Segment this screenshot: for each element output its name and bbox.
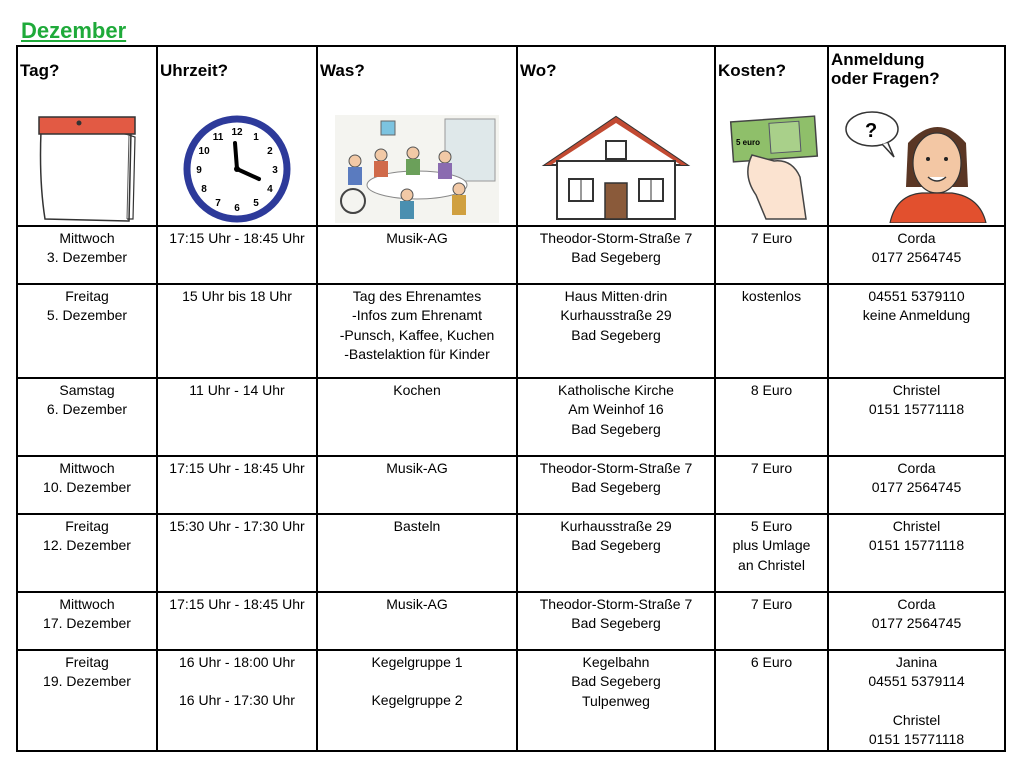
cell-what (317, 284, 517, 378)
question-person-icon (842, 107, 992, 223)
clock-number: 12 (231, 127, 243, 138)
cell-text: 7 Euro (750, 460, 793, 476)
cell-text: 16 Uhr - 17:30 Uhr (179, 692, 295, 709)
clock-icon (175, 115, 299, 223)
cell-text: Katholische Kirche (558, 382, 674, 398)
cell-text: Christel (892, 518, 941, 534)
cell-text: Bad Segeberg (571, 249, 661, 266)
cell-text: 5. Dezember (46, 307, 128, 324)
cell-time (157, 592, 317, 650)
header-anmeldung-label (829, 47, 1004, 88)
header-row (17, 46, 1005, 226)
cell-where (517, 650, 715, 751)
cell-what (317, 650, 517, 751)
cell-text: Freitag (65, 288, 109, 304)
cell-text: 17. Dezember (43, 615, 131, 632)
clock-number: 3 (272, 165, 278, 176)
cell-text: Am Weinhof 16 (568, 401, 664, 418)
cell-cost (715, 514, 828, 592)
cell-text: 5 Euro (750, 518, 793, 534)
cell-text: Theodor-Storm-Straße 7 (539, 460, 693, 476)
clock-number: 5 (253, 197, 259, 209)
cell-text: Corda (897, 460, 936, 476)
cell-text: kostenlos (741, 288, 802, 304)
cell-text: 0177 2564745 (871, 615, 962, 632)
cell-contact (828, 456, 1005, 514)
cell-text: Musik-AG (386, 596, 448, 612)
money-icon (722, 115, 822, 223)
cell-text: 0151 15771118 (868, 731, 965, 748)
cell-contact (828, 284, 1005, 378)
cell-text: 0151 15771118 (868, 401, 965, 418)
cell-text: keine Anmeldung (862, 307, 971, 324)
clock-number: 9 (196, 165, 202, 176)
cell-time (157, 226, 317, 284)
cell-text: Kurhausstraße 29 (560, 518, 672, 534)
cell-text: 7 Euro (750, 230, 793, 246)
cell-cost (715, 592, 828, 650)
cell-day (17, 378, 157, 456)
cell-time (157, 456, 317, 514)
table-row (17, 456, 1005, 514)
cell-time (157, 378, 317, 456)
header-kosten-label: Kosten? (718, 61, 786, 80)
cell-text: 0177 2564745 (871, 249, 962, 266)
cell-contact (828, 514, 1005, 592)
header-kosten (715, 46, 828, 226)
cell-text: 0177 2564745 (871, 479, 962, 496)
cell-text: 7 Euro (750, 596, 793, 612)
clock-number: 11 (212, 132, 224, 144)
cell-day (17, 456, 157, 514)
schedule-table (16, 45, 1006, 752)
money-label: 5 euro (735, 138, 760, 147)
clock-number: 1 (253, 132, 259, 144)
cell-text: Bad Segeberg (571, 673, 661, 690)
cell-cost (715, 378, 828, 456)
table-row (17, 514, 1005, 592)
clock-number: 4 (267, 184, 273, 195)
cell-text: Theodor-Storm-Straße 7 (539, 596, 693, 612)
cell-text: 15 Uhr bis 18 Uhr (182, 288, 292, 304)
cell-text: 17:15 Uhr - 18:45 Uhr (169, 460, 305, 476)
cell-day (17, 284, 157, 378)
cell-text: Freitag (65, 654, 109, 670)
cell-text: Kochen (393, 382, 441, 398)
header-uhrzeit (157, 46, 317, 226)
cell-text: Bad Segeberg (571, 326, 661, 343)
cell-text: Kegelgruppe 2 (371, 692, 463, 709)
cell-text: Bad Segeberg (571, 420, 661, 437)
question-mark: ? (864, 120, 877, 142)
cell-time (157, 284, 317, 378)
header-wo-label: Wo? (520, 61, 557, 80)
cell-where (517, 284, 715, 378)
cell-text: Bad Segeberg (571, 479, 661, 496)
cell-text: 16 Uhr - 18:00 Uhr (179, 654, 295, 670)
calendar-icon (35, 111, 139, 223)
table-row (17, 378, 1005, 456)
cell-contact (828, 378, 1005, 456)
table-row (17, 650, 1005, 751)
cell-day (17, 650, 157, 751)
cell-text: 11 Uhr - 14 Uhr (189, 382, 285, 398)
header-tag (17, 46, 157, 226)
house-icon (541, 113, 691, 223)
table-row (17, 592, 1005, 650)
cell-text: Corda (897, 230, 936, 246)
cell-text: -Infos zum Ehrenamt (352, 307, 482, 324)
cell-text: Samstag (59, 382, 115, 398)
cell-text: Kegelbahn (582, 654, 650, 670)
cell-text: Mittwoch (59, 596, 115, 612)
cell-text: 19. Dezember (43, 673, 131, 690)
cell-text: Kegelgruppe 1 (371, 654, 463, 670)
clock-number: 7 (215, 197, 221, 209)
cell-cost (715, 226, 828, 284)
cell-text: Corda (897, 596, 936, 612)
header-anmeldung (828, 46, 1005, 226)
cell-text: plus Umlage (732, 537, 811, 554)
group-activity-icon (335, 115, 499, 223)
header-uhrzeit-label: Uhrzeit? (160, 61, 228, 80)
cell-where (517, 226, 715, 284)
cell-text: 6 Euro (750, 654, 793, 670)
cell-text: 3. Dezember (46, 249, 128, 266)
clock-number: 10 (198, 146, 210, 157)
cell-day (17, 592, 157, 650)
cell-where (517, 514, 715, 592)
cell-text: 0151 15771118 (868, 537, 965, 554)
cell-text: an Christel (738, 556, 805, 573)
cell-text: 15:30 Uhr - 17:30 Uhr (169, 518, 305, 534)
header-was (317, 46, 517, 226)
cell-what (317, 226, 517, 284)
cell-time (157, 514, 317, 592)
cell-text: Theodor-Storm-Straße 7 (539, 230, 693, 246)
header-anmeldung-line2: oder Fragen? (831, 69, 940, 88)
cell-text: 6. Dezember (46, 401, 128, 418)
cell-text: 10. Dezember (43, 479, 131, 496)
cell-text: Kurhausstraße 29 (560, 307, 672, 324)
cell-contact (828, 226, 1005, 284)
cell-text: Mittwoch (59, 460, 115, 476)
clock-number: 2 (267, 146, 273, 157)
cell-text: Musik-AG (386, 230, 448, 246)
cell-text: 04551 5379110 (868, 288, 965, 304)
table-row (17, 226, 1005, 284)
cell-text: Freitag (65, 518, 109, 534)
clock-number: 6 (234, 203, 240, 214)
cell-what (317, 378, 517, 456)
header-was-label: Was? (320, 61, 365, 80)
cell-time (157, 650, 317, 751)
cell-cost (715, 456, 828, 514)
cell-text: 12. Dezember (43, 537, 131, 554)
cell-text: 17:15 Uhr - 18:45 Uhr (169, 230, 305, 246)
cell-text: 04551 5379114 (868, 673, 965, 690)
cell-text: Bad Segeberg (571, 615, 661, 632)
cell-where (517, 378, 715, 456)
cell-text: -Bastelaktion für Kinder (344, 346, 490, 363)
table-row (17, 284, 1005, 378)
clock-number: 8 (201, 184, 207, 195)
cell-cost (715, 284, 828, 378)
cell-where (517, 456, 715, 514)
cell-text: Bad Segeberg (571, 537, 661, 554)
page-title: Dezember (21, 18, 127, 43)
cell-text: Haus Mitten·drin (564, 288, 668, 304)
cell-text: Janina (895, 654, 938, 670)
cell-text: Mittwoch (59, 230, 115, 246)
cell-text: Christel (892, 711, 941, 728)
cell-contact (828, 592, 1005, 650)
cell-text: Basteln (393, 518, 441, 534)
cell-text: Tulpenweg (582, 692, 650, 709)
cell-day (17, 514, 157, 592)
cell-what (317, 514, 517, 592)
header-wo (517, 46, 715, 226)
cell-text: Christel (892, 382, 941, 398)
cell-day (17, 226, 157, 284)
cell-cost (715, 650, 828, 751)
cell-where (517, 592, 715, 650)
header-tag-label: Tag? (20, 61, 60, 80)
cell-text: 8 Euro (750, 382, 793, 398)
header-anmeldung-line1: Anmeldung (831, 50, 925, 69)
cell-text: 17:15 Uhr - 18:45 Uhr (169, 596, 305, 612)
cell-text: Musik-AG (386, 460, 448, 476)
cell-what (317, 592, 517, 650)
cell-text: Tag des Ehrenamtes (352, 288, 482, 304)
cell-text: -Punsch, Kaffee, Kuchen (339, 326, 495, 343)
cell-what (317, 456, 517, 514)
cell-contact (828, 650, 1005, 751)
